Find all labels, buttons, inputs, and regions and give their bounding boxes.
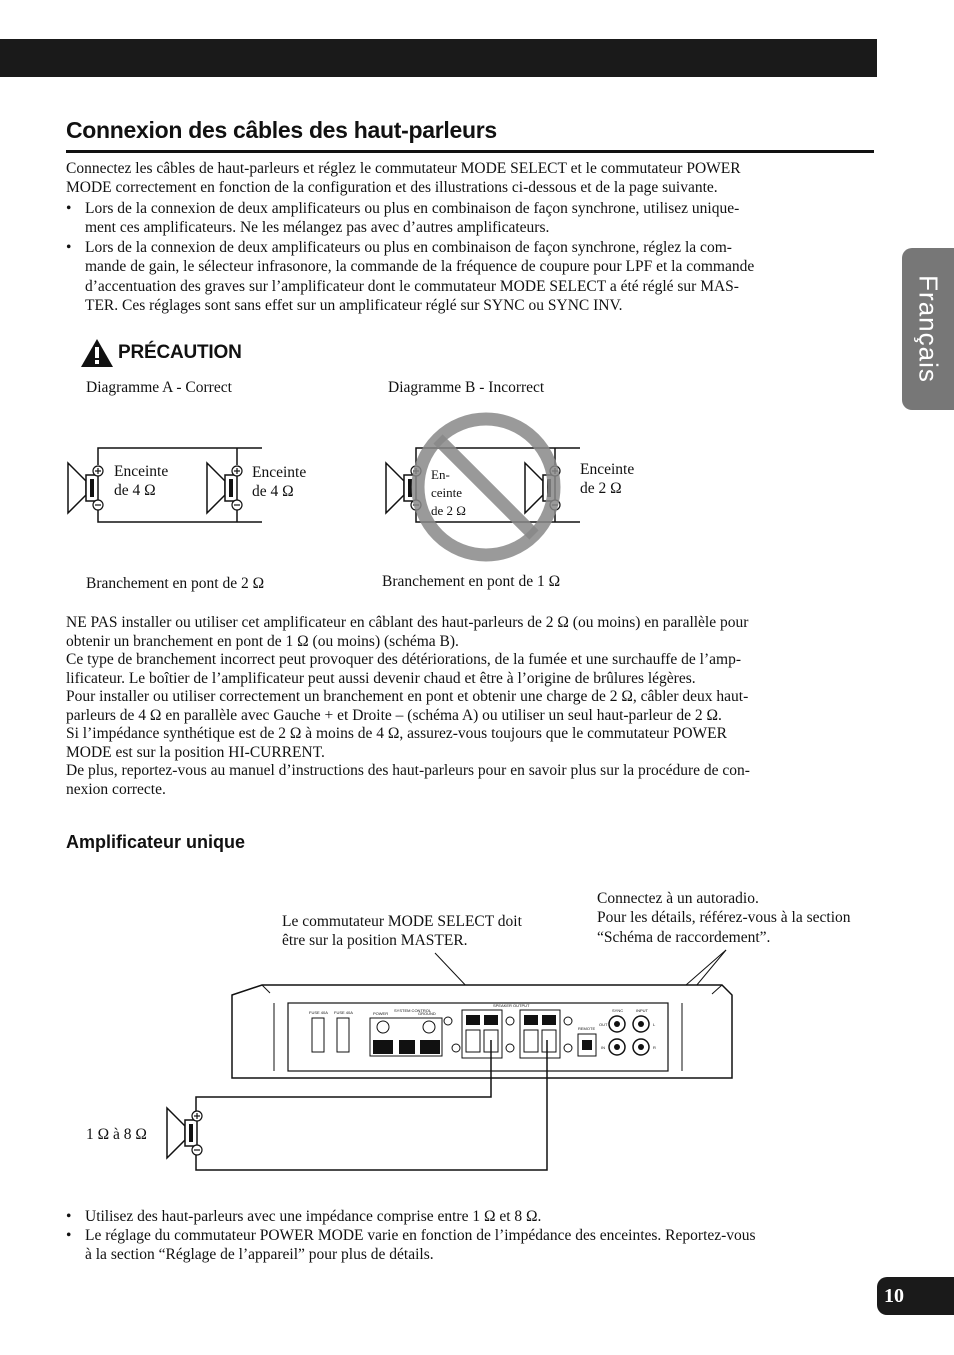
impedance-label: 1 Ω à 8 Ω [86, 1126, 147, 1143]
panel-label-input: INPUT [636, 1008, 648, 1013]
panel-label-out: OUT [599, 1022, 608, 1027]
panel-label-fuse1: FUSE 40A [309, 1010, 328, 1015]
panel-label-in: IN [601, 1045, 605, 1050]
speaker-icon [68, 463, 103, 513]
section-title: Amplificateur unique [66, 832, 246, 852]
speaker-icon [207, 463, 242, 513]
panel-label-power: POWER [373, 1011, 389, 1016]
bullet-item: • Lors de la connexion de deux amplificateurs ou plus en combinaison de façon synchrone, utilisez unique- ment ces amplificateurs. Ne les mélangez pas avec d’autres amplificateurs. [66, 200, 740, 237]
page-number: 10 [877, 1277, 954, 1315]
callout-head-unit: Connectez à un autoradio. Pour les détails, référez-vous à la section “Schéma de raccordement”. [597, 890, 851, 946]
bullet-item: • Le réglage du commutateur POWER MODE varie en fonction de l’impédance des enceintes. Reportez-vous à la section “Réglage de l’appareil” pour plus de détails. [66, 1227, 756, 1264]
callout-mode-select: Le commutateur MODE SELECT doit être sur la position MASTER. [282, 913, 522, 950]
speaker-icon [167, 1108, 202, 1158]
speaker-label: Enceinte de 2 Ω [580, 461, 635, 498]
page-title: Connexion des câbles des haut-parleurs [66, 117, 497, 143]
panel-label-speaker-output: SPEAKER OUTPUT [493, 1003, 530, 1008]
panel-label-remote: REMOTE [578, 1026, 596, 1031]
panel-label-system-control: SYSTEM CONTROL [394, 1008, 432, 1013]
diagram-a-caption: Branchement en pont de 2 Ω [86, 575, 265, 592]
panel-label-ground: GROUND [418, 1011, 436, 1016]
warning-paragraph: NE PAS installer ou utiliser cet amplificateur en câblant des haut-parleurs de 2 Ω (ou moins) en parallèle pour obtenir un branchement en pont de 1 Ω (ou moins) (schéma B). Ce type de branchement incorrect peut provoquer des détériorations, de la fumée et une surchauffe de l’amp- lificateur. Le boîtier de l’amplificateur peut aussi devenir chaud et être à l’origine de brûlures légères. Pour installer ou utiliser correctement un branchement en pont et obtenir une charge de 2 Ω, câbler deux haut- parleurs de 4 Ω en parallèle avec Gauche + et Droite – (schéma A) ou utiliser un seul haut-parleur de 2 Ω. Si l’impédance synthétique est de 2 Ω à moins de 4 Ω, assurez-vous toujours que le commutateur POWER MODE est sur la position HI-CURRENT. De plus, reportez-vous au manuel d’instructions des haut-parleurs pour en savoir plus sur la procédure de con- nexion correcte. [66, 614, 750, 798]
amplifier-diagram [167, 950, 732, 1170]
speaker-label: En- ceinte de 2 Ω [431, 467, 466, 518]
bullet-item: • Lors de la connexion de deux amplificateurs ou plus en combinaison de façon synchrone, réglez la com- mande de gain, le sélecteur infrasonore, la commande de la fréquence de coupure pour LPF et la commande d’accentuation des graves sur l’amplificateur dont le commutateur MODE SELECT a été réglé sur MAS- TER. Ces réglages sont sans effet sur un amplificateur réglé sur SYNC ou SYNC INV. [66, 239, 755, 314]
panel-label-fuse2: FUSE 40A [334, 1010, 353, 1015]
panel-label-l: L [653, 1022, 656, 1027]
language-tab: Français [902, 248, 954, 410]
speaker-label: Enceinte de 4 Ω [252, 464, 307, 501]
bullet-item: • Utilisez des haut-parleurs avec une impédance comprise entre 1 Ω et 8 Ω. [66, 1208, 542, 1225]
speaker-label: Enceinte de 4 Ω [114, 463, 169, 500]
panel-label-r: R [653, 1045, 656, 1050]
diagram-a-title: Diagramme A - Correct [86, 379, 232, 396]
diagram-b [386, 419, 580, 555]
caution-heading: PRÉCAUTION [80, 338, 242, 368]
panel-label-sync: SYNC [612, 1008, 624, 1013]
diagram-b-title: Diagramme B - Incorrect [388, 379, 545, 396]
intro-paragraph: Connectez les câbles de haut-parleurs et réglez le commutateur MODE SELECT et le commutateur POWER MODE correctement en fonction de la configuration et des illustrations ci-dessous et de la page suivante. [66, 160, 741, 197]
diagram-b-caption: Branchement en pont de 1 Ω [382, 573, 561, 590]
